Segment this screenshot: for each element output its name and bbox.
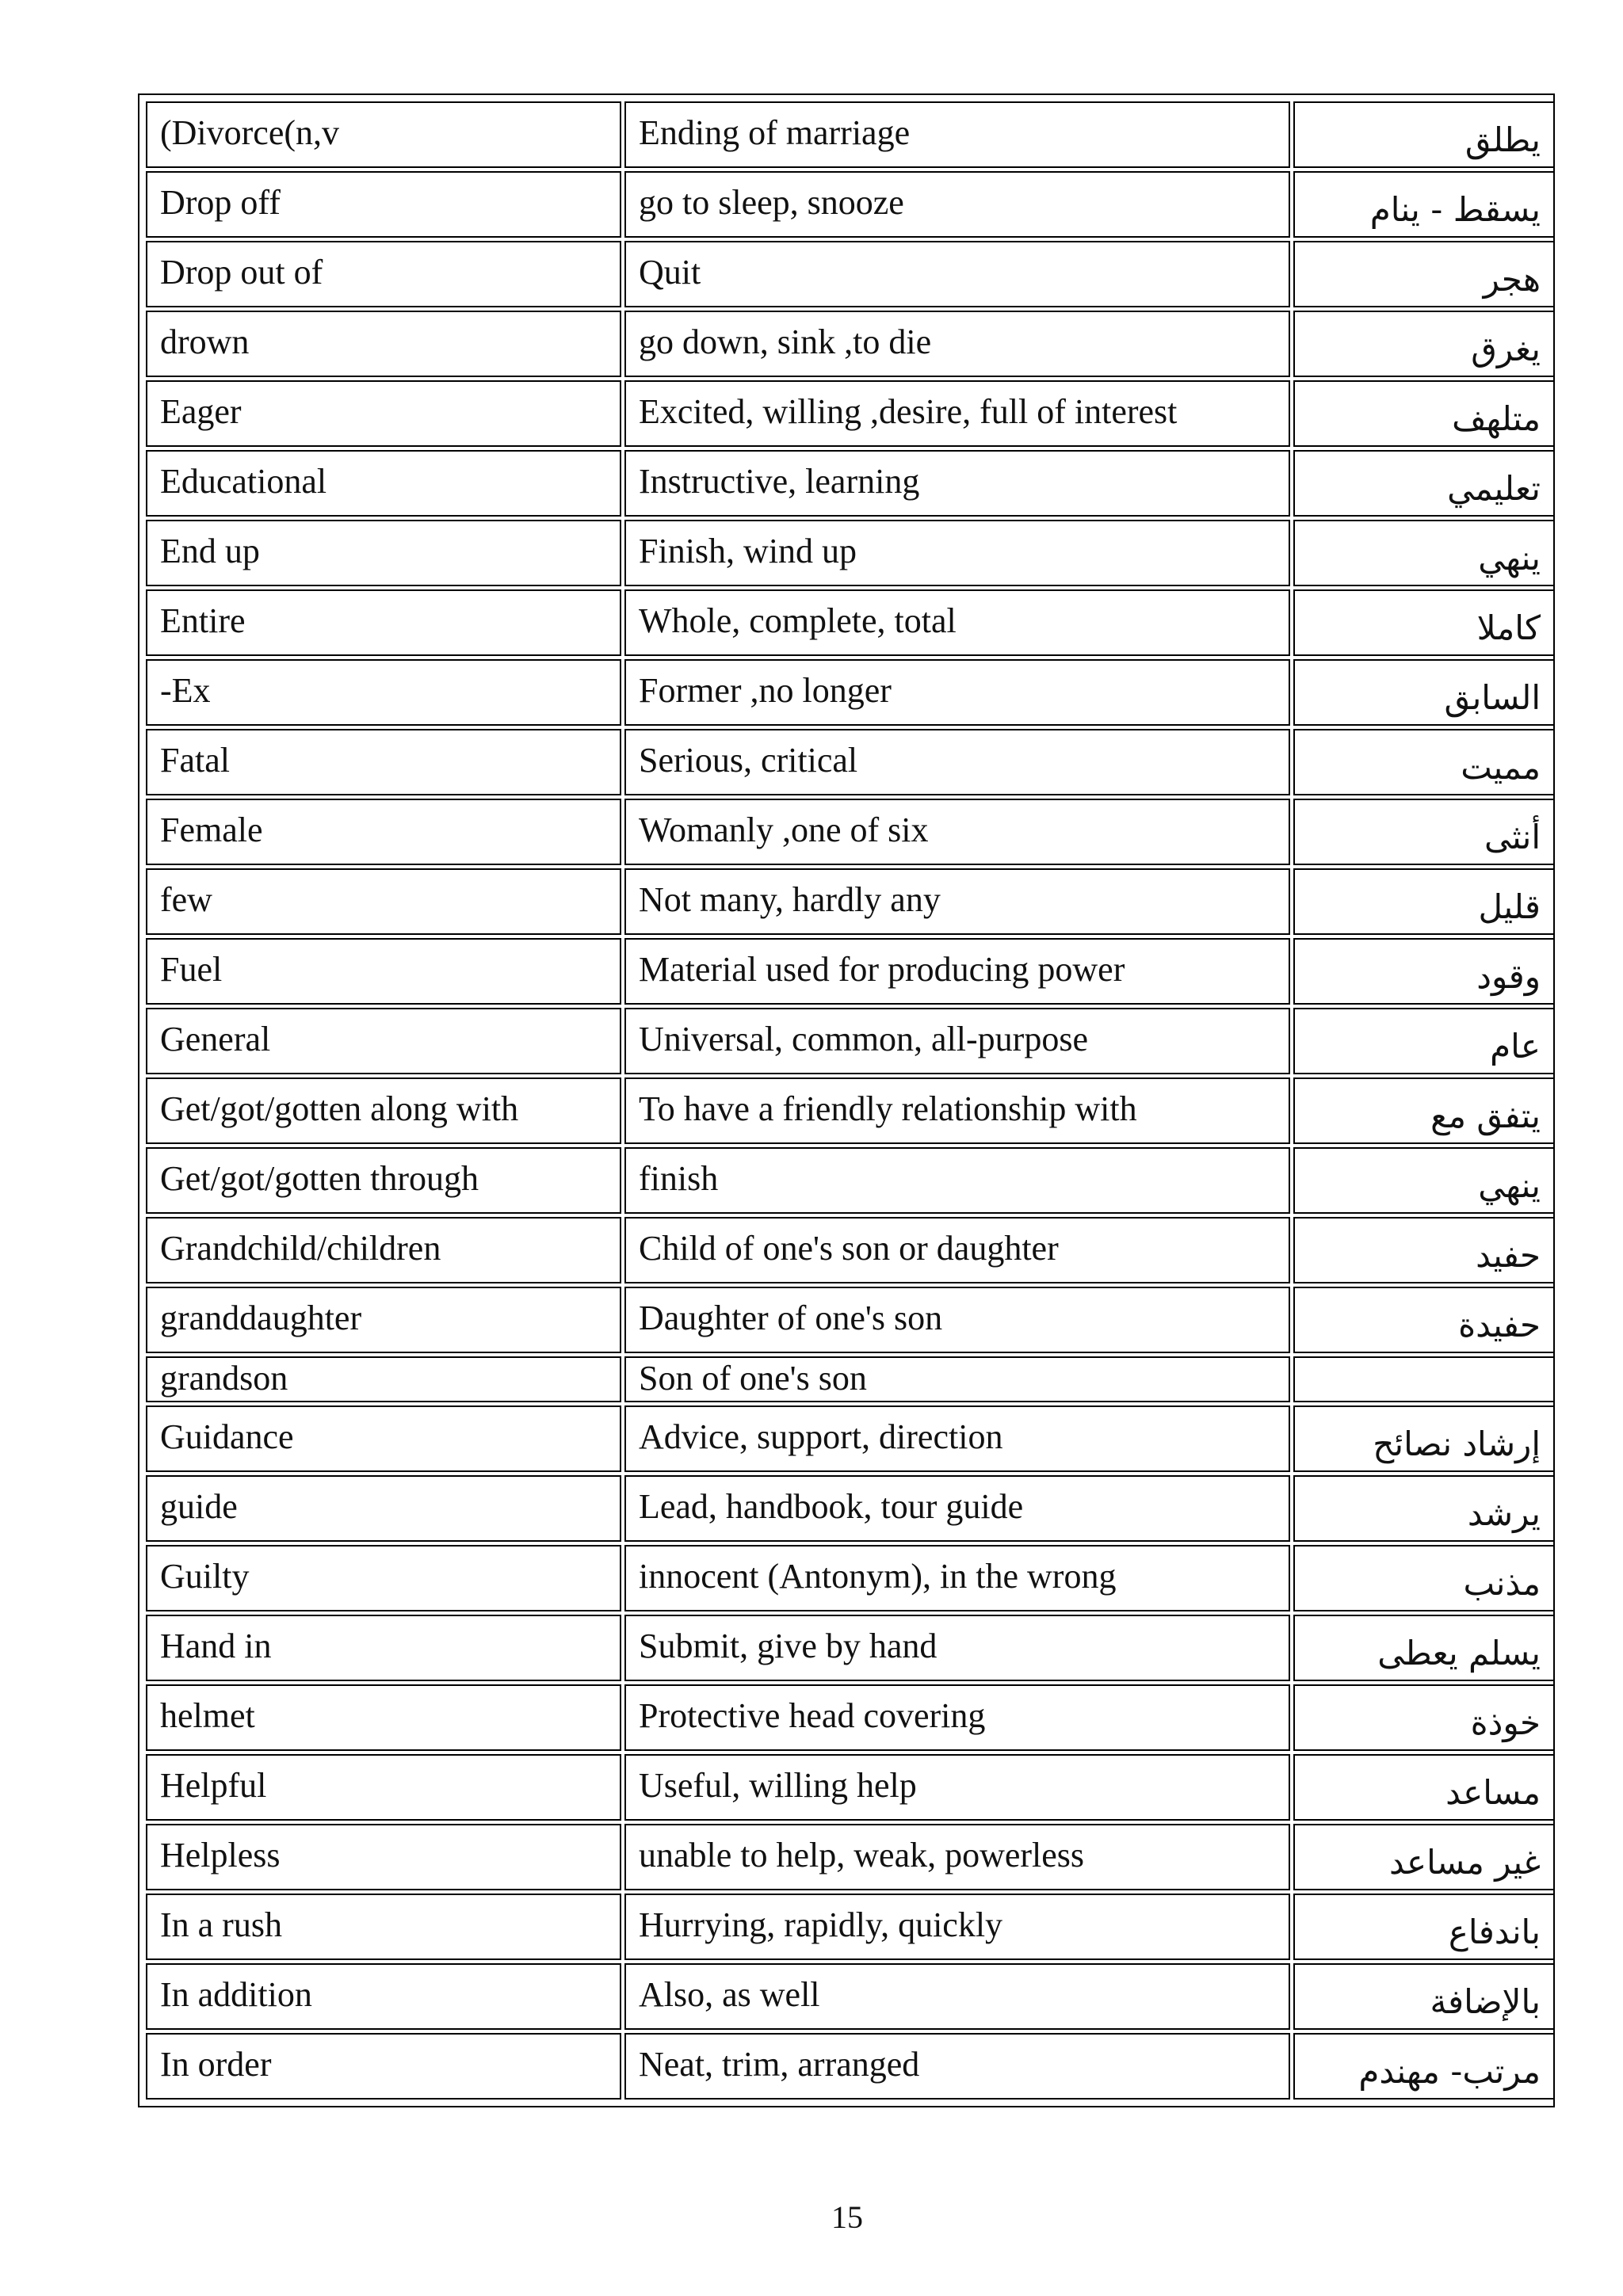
arabic-cell: يغرق [1293, 311, 1555, 377]
table-row [146, 2033, 1555, 2100]
table-row [146, 659, 1555, 726]
vocabulary-table [143, 98, 1558, 2103]
term-cell: Fatal [146, 729, 621, 795]
term-cell: Guilty [146, 1545, 621, 1611]
arabic-cell: بالإضافة [1293, 1963, 1555, 2030]
table-row [146, 1754, 1555, 1821]
arabic-cell: كاملا [1293, 589, 1555, 656]
meaning-cell: Not many, hardly any [624, 868, 1290, 935]
meaning-cell: Son of one's son [624, 1356, 1290, 1402]
term-cell: drown [146, 311, 621, 377]
arabic-cell: مذنب [1293, 1545, 1555, 1611]
table-row [146, 729, 1555, 795]
arabic-cell: يتفق مع [1293, 1077, 1555, 1144]
arabic-cell: حفيدة [1293, 1287, 1555, 1353]
arabic-cell [1293, 1356, 1555, 1402]
term-cell: In addition [146, 1963, 621, 2030]
meaning-cell: Child of one's son or daughter [624, 1217, 1290, 1283]
table-row [146, 1615, 1555, 1681]
arabic-cell: مرتب- مهندم [1293, 2033, 1555, 2100]
meaning-cell: Womanly ,one of six [624, 799, 1290, 865]
table-row [146, 241, 1555, 307]
arabic-cell: ينهي [1293, 1147, 1555, 1214]
table-row [146, 1356, 1555, 1402]
meaning-cell: innocent (Antonym), in the wrong [624, 1545, 1290, 1611]
term-cell: In a rush [146, 1894, 621, 1960]
meaning-cell: Submit, give by hand [624, 1615, 1290, 1681]
meaning-cell: Material used for producing power [624, 938, 1290, 1005]
meaning-cell: Serious, critical [624, 729, 1290, 795]
term-cell: Get/got/gotten along with [146, 1077, 621, 1144]
arabic-cell: قليل [1293, 868, 1555, 935]
arabic-cell: يطلق [1293, 101, 1555, 168]
table-row [146, 589, 1555, 656]
arabic-cell: عام [1293, 1008, 1555, 1074]
meaning-cell: Ending of marriage [624, 101, 1290, 168]
arabic-cell: يرشد [1293, 1475, 1555, 1542]
meaning-cell: go down, sink ,to die [624, 311, 1290, 377]
term-cell: guide [146, 1475, 621, 1542]
term-cell: granddaughter [146, 1287, 621, 1353]
arabic-cell: يسقط - ينام [1293, 171, 1555, 238]
arabic-cell: غير مساعد [1293, 1824, 1555, 1890]
arabic-cell: هجر [1293, 241, 1555, 307]
table-row [146, 938, 1555, 1005]
meaning-cell: Instructive, learning [624, 450, 1290, 517]
table-row [146, 1405, 1555, 1472]
meaning-cell: Quit [624, 241, 1290, 307]
meaning-cell: Also, as well [624, 1963, 1290, 2030]
arabic-cell: وقود [1293, 938, 1555, 1005]
term-cell: Hand in [146, 1615, 621, 1681]
table-row [146, 1894, 1555, 1960]
term-cell: Entire [146, 589, 621, 656]
table-row [146, 311, 1555, 377]
vocabulary-table-frame [138, 93, 1555, 2107]
term-cell: Fuel [146, 938, 621, 1005]
term-cell: Guidance [146, 1405, 621, 1472]
meaning-cell: finish [624, 1147, 1290, 1214]
term-cell: Female [146, 799, 621, 865]
meaning-cell: Finish, wind up [624, 520, 1290, 586]
meaning-cell: Advice, support, direction [624, 1405, 1290, 1472]
table-row [146, 1287, 1555, 1353]
table-row [146, 1008, 1555, 1074]
meaning-cell: Lead, handbook, tour guide [624, 1475, 1290, 1542]
table-row [146, 101, 1555, 168]
page-number: 15 [831, 2199, 863, 2235]
meaning-cell: unable to help, weak, powerless [624, 1824, 1290, 1890]
term-cell: Drop out of [146, 241, 621, 307]
term-cell: Eager [146, 380, 621, 447]
term-cell: Helpful [146, 1754, 621, 1821]
term-cell: Drop off [146, 171, 621, 238]
meaning-cell: Universal, common, all-purpose [624, 1008, 1290, 1074]
meaning-cell: Daughter of one's son [624, 1287, 1290, 1353]
table-row [146, 799, 1555, 865]
table-row [146, 171, 1555, 238]
meaning-cell: Former ,no longer [624, 659, 1290, 726]
arabic-cell: إرشاد نصائح [1293, 1405, 1555, 1472]
arabic-cell: متلهف [1293, 380, 1555, 447]
term-cell: In order [146, 2033, 621, 2100]
table-row [146, 520, 1555, 586]
table-row [146, 1824, 1555, 1890]
table-row [146, 1963, 1555, 2030]
term-cell: grandson [146, 1356, 621, 1402]
meaning-cell: Protective head covering [624, 1684, 1290, 1751]
arabic-cell: السابق [1293, 659, 1555, 726]
table-row [146, 1684, 1555, 1751]
term-cell: helmet [146, 1684, 621, 1751]
term-cell: (Divorce(n,v [146, 101, 621, 168]
meaning-cell: Useful, willing help [624, 1754, 1290, 1821]
term-cell: Helpless [146, 1824, 621, 1890]
table-row [146, 868, 1555, 935]
table-row [146, 1077, 1555, 1144]
term-cell: End up [146, 520, 621, 586]
arabic-cell: ينهي [1293, 520, 1555, 586]
table-row [146, 1217, 1555, 1283]
table-row [146, 380, 1555, 447]
table-row [146, 1147, 1555, 1214]
arabic-cell: يسلم يعطى [1293, 1615, 1555, 1681]
meaning-cell: Whole, complete, total [624, 589, 1290, 656]
arabic-cell: خوذة [1293, 1684, 1555, 1751]
arabic-cell: أنثى [1293, 799, 1555, 865]
arabic-cell: مميت [1293, 729, 1555, 795]
term-cell: General [146, 1008, 621, 1074]
term-cell: Educational [146, 450, 621, 517]
table-row [146, 1545, 1555, 1611]
term-cell: -Ex [146, 659, 621, 726]
arabic-cell: مساعد [1293, 1754, 1555, 1821]
meaning-cell: go to sleep, snooze [624, 171, 1290, 238]
meaning-cell: Excited, willing ,desire, full of interest [624, 380, 1290, 447]
term-cell: Get/got/gotten through [146, 1147, 621, 1214]
arabic-cell: حفيد [1293, 1217, 1555, 1283]
term-cell: few [146, 868, 621, 935]
meaning-cell: Hurrying, rapidly, quickly [624, 1894, 1290, 1960]
vocabulary-table-body [146, 101, 1555, 2100]
arabic-cell: باندفاع [1293, 1894, 1555, 1960]
term-cell: Grandchild/children [146, 1217, 621, 1283]
arabic-cell: تعليمي [1293, 450, 1555, 517]
table-row [146, 1475, 1555, 1542]
table-row [146, 450, 1555, 517]
meaning-cell: Neat, trim, arranged [624, 2033, 1290, 2100]
meaning-cell: To have a friendly relationship with [624, 1077, 1290, 1144]
